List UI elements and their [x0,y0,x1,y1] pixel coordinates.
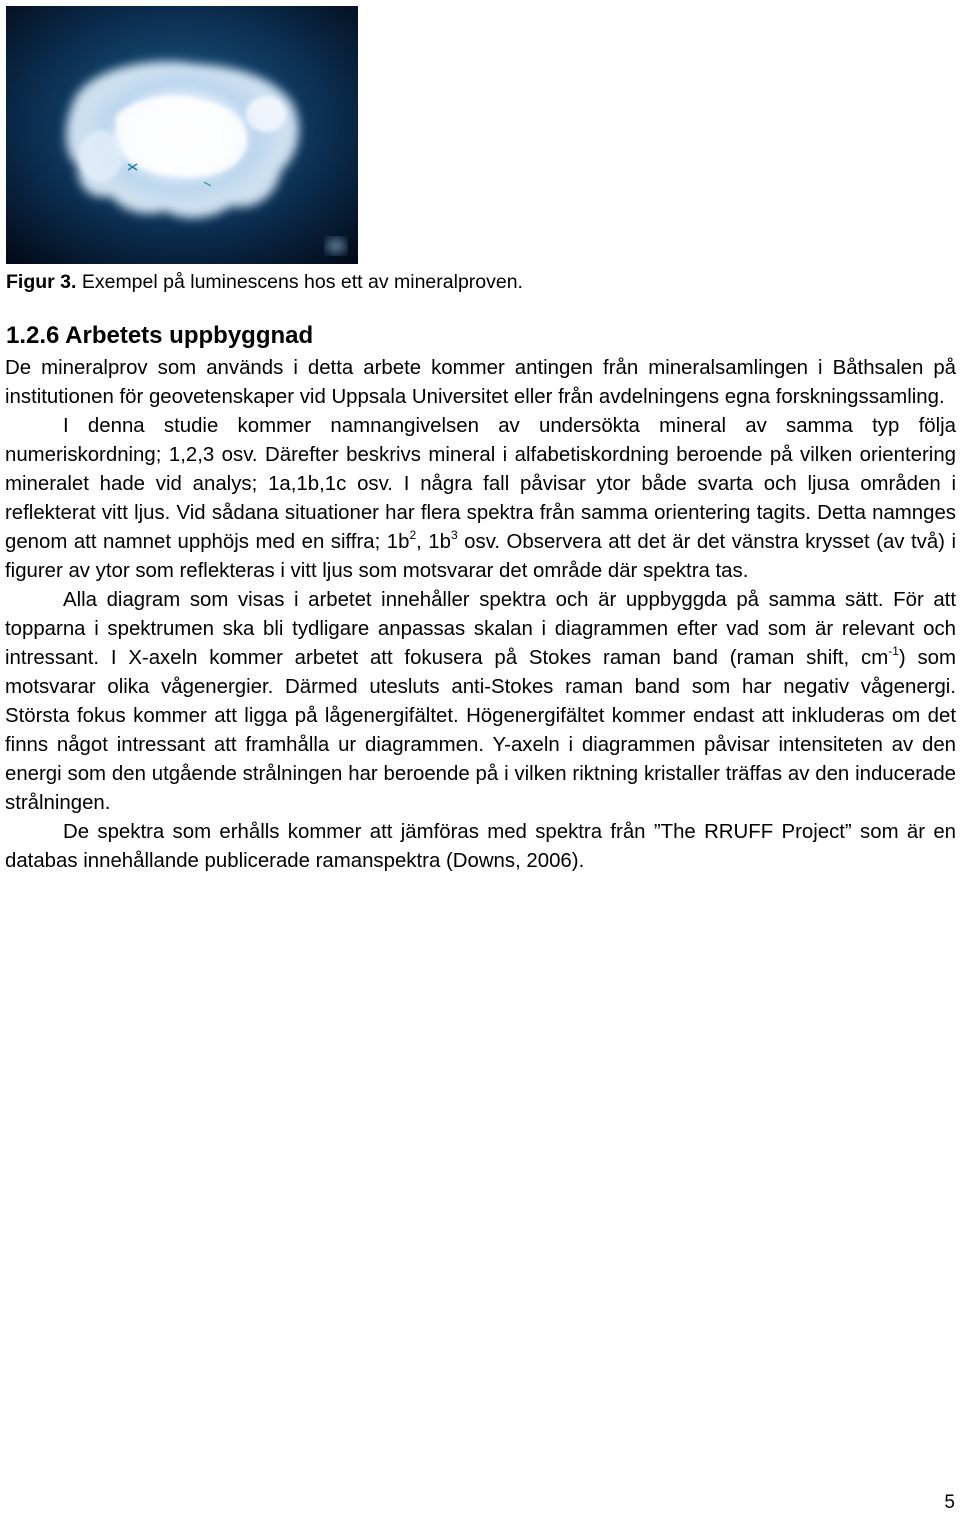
luminescence-photo [6,6,358,264]
caption-text: Exempel på luminescens hos ett av mineralproven. [76,271,523,293]
section-heading: 1.2.6 Arbetets uppbyggnad [6,322,314,349]
caption-label: Figur 3. [6,271,77,293]
paragraph-3-text-b: ) som motsvarar olika vågenergier. Därmed utesluts anti-Stokes raman band som har negativ vågenergi. Största fokus kommer att ligga på lågenergifältet. Högenergifältet kommer endast att inkluderas om det finns något intressant att framhålla ur diagrammen. Y-axeln i diagrammen påvisar intensiteten av den energi som den utgående strålningen har beroende på i vilken riktning kristaller träffas av den inducerade strålningen. [5,647,956,814]
paragraph-4: De spektra som erhålls kommer att jämföras med spektra från ”The RRUFF Project” som är en databas innehållande publicerade ramanspektra (Downs, 2006). [5,821,956,872]
paragraph-2 [5,412,956,586]
paragraph-3-text-a: Alla diagram som visas i arbetet innehåller spektra och är uppbyggda på samma sätt. För att topparna i spektrumen ska bli tydligare anpassas skalan i diagrammen efter vad som är relevant och intressant. I X-axeln kommer arbetet att fokusera på Stokes raman band (raman shift, cm [5,589,956,669]
paragraph-3 [5,586,956,818]
paragraph-2-text-a: I denna studie kommer namnangivelsen av undersökta mineral av samma typ följa numeriskordning; 1,2,3 osv. Därefter beskrivs mineral i alfabetiskordning beroende på vilken orientering mineralet hade vid analys; 1a,1b,1c osv. I några fall påvisar ytor både svarta och ljusa områden i reflekterat vitt ljus. Vid sådana situationer har flera spektra från samma orientering tagits. Detta namnges genom att namnet upphöjs med en siffra; 1b [5,415,956,553]
superscript-3: 3 [450,528,458,543]
paragraph-2-text-b: , 1b [416,531,451,553]
superscript-2: 2 [409,528,417,543]
figure-caption [6,268,946,296]
superscript-minus-1: -1 [888,644,899,659]
paragraph-1: De mineralprov som används i detta arbete kommer antingen från mineralsamlingen i Båthsalen på institutionen för geovetenskaper vid Uppsala Universitet eller från avdelningens egna forskningssamling. [5,357,956,408]
page-number: 5 [944,1492,955,1513]
paragraph-2-text-c: osv. Observera att det är det vänstra krysset (av två) i figurer av ytor som reflekteras i vitt ljus som motsvarar det område där spektra tas. [5,531,956,582]
section-body [5,354,956,876]
